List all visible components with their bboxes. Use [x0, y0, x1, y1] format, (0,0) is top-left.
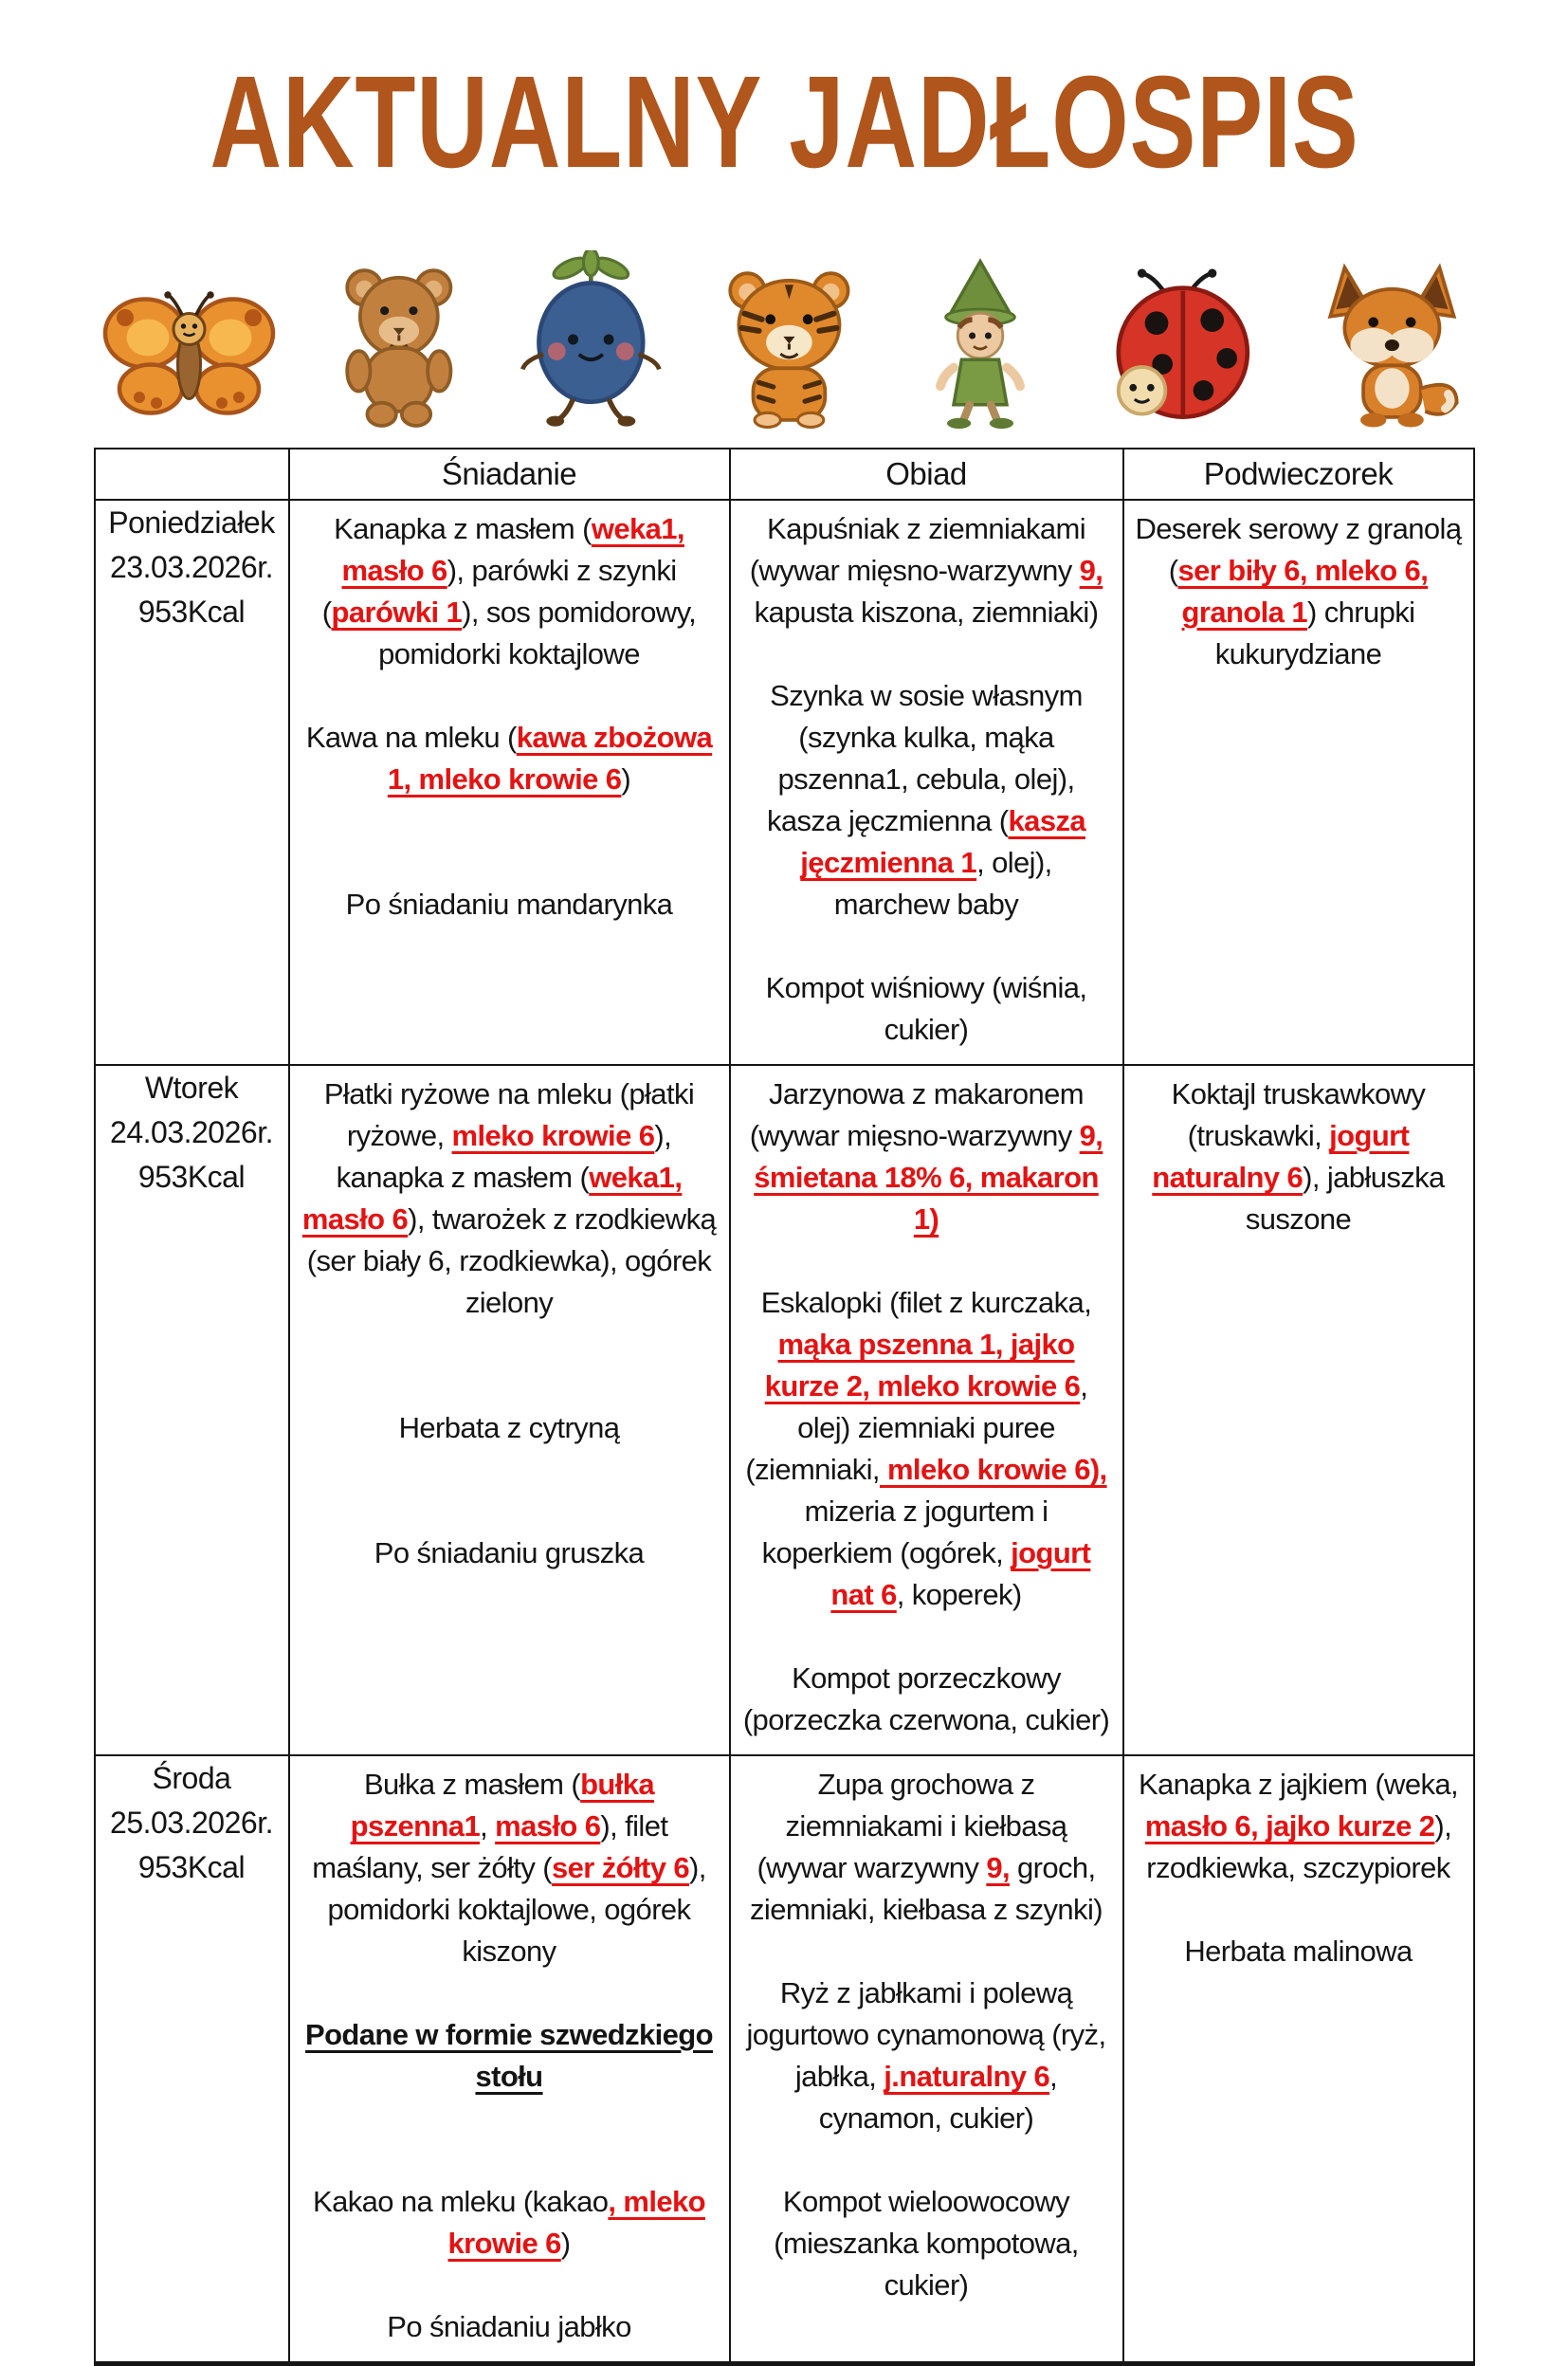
- menu-paragraph: [742, 2181, 1111, 2306]
- menu-text: Herbata malinowa: [1184, 1935, 1413, 1968]
- allergen-text: 9, śmietana 18% 6, makaron 1): [754, 1119, 1103, 1236]
- allergen-text: weka1, masło 6: [341, 512, 684, 587]
- blank-line: [301, 1972, 718, 2014]
- allergen-text: 9,: [1079, 554, 1103, 587]
- menu-text: Ryż z jabłkami i polewą jogurtowo cynamonową (ryż, jabłka,: [746, 1976, 1106, 2093]
- allergen-text: masło 6: [495, 1809, 601, 1843]
- menu-text: ): [621, 762, 631, 796]
- menu-text: ), kanapka z masłem (: [336, 1119, 672, 1194]
- menu-text: Kanapka z masłem (: [334, 512, 592, 545]
- menu-text: ), parówki z szynki (: [321, 554, 677, 629]
- menu-table: [94, 448, 1475, 2366]
- table-row: [95, 1755, 1474, 2364]
- menu-text: , koperek): [896, 1578, 1022, 1611]
- table-row: [95, 500, 1474, 1065]
- menu-paragraph: [742, 967, 1111, 1051]
- menu-text: Kompot wiśniowy (wiśnia, cukier): [765, 971, 1087, 1046]
- menu-text: Kanapka z jajkiem (weka,: [1138, 1768, 1459, 1801]
- menu-paragraph: [301, 2306, 718, 2348]
- menu-table-body: [95, 500, 1474, 2364]
- day-date: 24.03.2026r.: [110, 1115, 273, 1149]
- blank-line: [742, 1931, 1111, 1972]
- day-cell: [95, 1755, 289, 2364]
- menu-text: Po śniadaniu jabłko: [387, 2310, 631, 2343]
- blueberry-icon: [517, 250, 665, 429]
- menu-text: Bułka z masłem (: [363, 1768, 581, 1801]
- allergen-text: ser żółty 6: [551, 1851, 689, 1884]
- elf-icon: [914, 256, 1047, 429]
- header-breakfast: Śniadanie: [289, 449, 730, 500]
- menu-paragraph: [742, 1764, 1111, 1931]
- blank-line: [301, 842, 718, 884]
- menu-text: Płatki ryżowe na mleku (płatki ryżowe,: [323, 1077, 695, 1152]
- menu-paragraph: [301, 717, 718, 800]
- blank-line: [742, 2139, 1111, 2181]
- menu-paragraph: [742, 1073, 1111, 1240]
- menu-paragraph: [301, 508, 718, 675]
- menu-text: Herbata z cytryną: [398, 1411, 620, 1444]
- menu-text: ) chrupki kukurydziane: [1214, 596, 1415, 670]
- menu-text: ), twarożek z rzodkiewką (ser biały 6, rzodkiewka), ogórek zielony: [306, 1202, 717, 1319]
- menu-table-head: [95, 449, 1474, 500]
- blank-line: [301, 1324, 718, 1366]
- lunch-cell: [730, 1065, 1123, 1755]
- lunch-cell: [730, 1755, 1123, 2364]
- tiger-icon: [710, 256, 868, 429]
- blank-line: [301, 1491, 718, 1532]
- table-row: [95, 1065, 1474, 1755]
- allergen-text: kasza jęczmienna 1: [800, 804, 1085, 879]
- menu-paragraph: [742, 508, 1111, 633]
- page-title: AKTUALNY JADŁOSPIS: [209, 49, 1359, 195]
- allergen-text: weka1, masło 6: [301, 1161, 683, 1236]
- menu-text: , olej), marchew baby: [833, 846, 1052, 921]
- menu-paragraph: [1136, 508, 1462, 675]
- header-row: [95, 449, 1474, 500]
- blank-line: [742, 1616, 1111, 1658]
- breakfast-cell: [289, 1065, 730, 1755]
- allergen-text: , mleko krowie 6: [447, 2185, 705, 2260]
- snack-cell: [1123, 1065, 1474, 1755]
- teddy-bear-icon: [327, 256, 471, 429]
- ladybug-icon: [1092, 267, 1267, 429]
- blank-line: [301, 1449, 718, 1491]
- menu-text: mizeria z jogurtem i koperkiem (ogórek,: [761, 1495, 1048, 1569]
- menu-text: kapusta kiszona, ziemniaki): [754, 596, 1099, 629]
- serving-note-text: Podane w formie szwedzkiego stołu: [305, 2018, 713, 2093]
- menu-text: ), jabłuszka suszone: [1245, 1161, 1445, 1236]
- blank-line: [301, 2098, 718, 2139]
- menu-text: Szynka w sosie własnym (szynka kulka, mąka pszenna1, cebula, olej), kasza jęczmienna (: [766, 679, 1083, 837]
- snack-cell: [1123, 500, 1474, 1065]
- blank-line: [301, 2265, 718, 2306]
- menu-text: ), filet maślany, ser żółty (: [312, 1809, 668, 1884]
- day-kcal: 953Kcal: [137, 1850, 246, 1884]
- menu-paragraph: [742, 1658, 1111, 1741]
- blank-line: [301, 1366, 718, 1407]
- day-date: 25.03.2026r.: [110, 1806, 273, 1840]
- menu-text: ): [560, 2227, 571, 2260]
- menu-text: , cynamon, cukier): [818, 2060, 1058, 2135]
- menu-text: Po śniadaniu gruszka: [374, 1536, 645, 1569]
- header-day: [95, 449, 289, 500]
- menu-text: Koktajl truskawkowy (truskawki,: [1171, 1077, 1426, 1152]
- blank-line: [301, 2139, 718, 2181]
- allergen-text: mąka pszenna 1, jajko kurze 2, mleko krowie 6: [764, 1328, 1081, 1403]
- butterfly-icon: [97, 286, 282, 429]
- day-cell: [95, 500, 289, 1065]
- menu-text: Kakao na mleku (kakao: [313, 2185, 609, 2218]
- lunch-cell: [730, 500, 1123, 1065]
- blank-line: [742, 633, 1111, 675]
- menu-paragraph: [301, 884, 718, 926]
- allergen-text: mleko krowie 6: [451, 1119, 655, 1152]
- blank-line: [301, 675, 718, 717]
- menu-text: ), sos pomidorowy, pomidorki koktajlowe: [378, 596, 697, 670]
- allergen-text: bułka pszenna1: [350, 1768, 655, 1843]
- menu-text: Kompot porzeczkowy (porzeczka czerwona, cukier): [742, 1661, 1110, 1736]
- allergen-text: mleko krowie 6),: [879, 1453, 1107, 1486]
- allergen-text: ser biły 6, mleko 6, granola 1: [1177, 554, 1429, 629]
- menu-paragraph: [301, 2014, 718, 2098]
- header-snack: Podwieczorek: [1123, 449, 1474, 500]
- menu-paragraph: [301, 2181, 718, 2265]
- menu-text: Po śniadaniu mandarynka: [345, 888, 673, 921]
- blank-line: [301, 800, 718, 842]
- menu-text: Kawa na mleku (: [305, 721, 517, 754]
- menu-paragraph: [742, 675, 1111, 926]
- menu-paragraph: [301, 1073, 718, 1324]
- allergen-text: masło 6, jajko kurze 2: [1144, 1809, 1435, 1843]
- menu-paragraph: [301, 1764, 718, 1972]
- blank-line: [742, 926, 1111, 967]
- day-date: 23.03.2026r.: [110, 550, 273, 584]
- allergen-text: parówki 1: [331, 596, 463, 629]
- header-lunch: Obiad: [730, 449, 1123, 500]
- allergen-text: kawa zbożowa 1, mleko krowie 6: [387, 721, 713, 796]
- breakfast-cell: [289, 500, 730, 1065]
- breakfast-cell: [289, 1755, 730, 2364]
- menu-text: , olej) ziemniaki puree (ziemniaki,: [745, 1369, 1088, 1486]
- menu-text: ), rzodkiewka, szczypiorek: [1146, 1809, 1452, 1884]
- allergen-text: 9,: [986, 1851, 1010, 1884]
- menu-text: Kompot wieloowocowy (mieszanka kompotowa, cukier): [774, 2185, 1079, 2302]
- menu-paragraph: [301, 1532, 718, 1574]
- menu-paragraph: [1136, 1764, 1462, 1889]
- menu-text: Deserek serowy z granolą (: [1135, 512, 1462, 587]
- day-kcal: 953Kcal: [137, 1160, 246, 1194]
- menu-paragraph: [742, 1972, 1111, 2139]
- decoration-strip: [97, 225, 1471, 429]
- day-cell: [95, 1065, 289, 1755]
- fox-icon: [1313, 256, 1471, 429]
- snack-cell: [1123, 1755, 1474, 2364]
- allergen-text: j.naturalny 6: [884, 2060, 1050, 2093]
- menu-text: Kapuśniak z ziemniakami (wywar mięsno-warzywny: [749, 512, 1085, 587]
- day-name: Poniedziałek: [108, 505, 275, 540]
- menu-paragraph: [301, 1407, 718, 1449]
- menu-text: groch, ziemniaki, kiełbasa z szynki): [750, 1851, 1103, 1926]
- menu-paragraph: [1136, 1073, 1462, 1240]
- day-kcal: 953Kcal: [137, 595, 246, 629]
- day-name: Wtorek: [144, 1071, 239, 1105]
- blank-line: [742, 1240, 1111, 1282]
- allergen-text: jogurt naturalny 6: [1152, 1119, 1410, 1194]
- menu-text: ,: [480, 1809, 496, 1843]
- menu-text: Eskalopki (filet z kurczaka,: [760, 1286, 1092, 1319]
- menu-paragraph: [1136, 1931, 1462, 1972]
- menu-text: ), pomidorki koktajlowe, ogórek kiszony: [327, 1851, 706, 1968]
- menu-paragraph: [742, 1282, 1111, 1616]
- menu-text: Jarzynowa z makaronem (wywar mięsno-warzywny: [749, 1077, 1084, 1152]
- menu-text: Zupa grochowa z ziemniakami i kiełbasą (wywar warzywny: [757, 1768, 1067, 1884]
- day-name: Środa: [152, 1761, 231, 1795]
- blank-line: [1136, 1889, 1462, 1931]
- allergen-text: jogurt nat 6: [830, 1536, 1091, 1611]
